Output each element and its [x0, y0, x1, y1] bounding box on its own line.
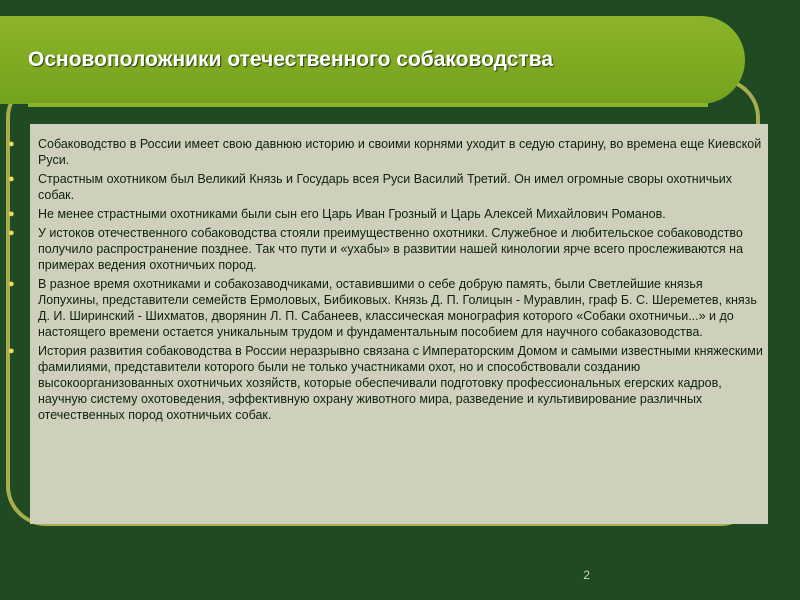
- bullet-dot-icon: ●: [8, 345, 15, 357]
- slide-title: Основоположники отечественного собаководства: [28, 48, 553, 71]
- bullet-item: [6, 225, 764, 273]
- bullet-dot-icon: ●: [8, 208, 15, 220]
- bullet-text: История развития собаководства в России неразрывно связана с Императорским Домом и самыми известными княжескими фамилиями, представители которого были не только участниками охот, но и способствовали созданию высокоорганизованных охотничьих хозяйств, которые обеспечивали подготовку профессиональных егерских кадров, научную систему охотоведения, эффективную охрану животного мира, разведение и культивирование различных отечественных пород охотничьих собак.: [38, 344, 763, 422]
- bullet-text: Страстным охотником был Великий Князь и Государь всея Руси Василий Третий. Он имел огромные своры охотничьих собак.: [38, 172, 732, 202]
- bullet-list: [6, 136, 764, 426]
- bullet-dot-icon: ●: [8, 173, 15, 185]
- bullet-dot-icon: ●: [8, 138, 15, 150]
- bullet-dot-icon: ●: [8, 278, 15, 290]
- bullet-item: [6, 171, 764, 203]
- page-number: 2: [583, 568, 590, 582]
- title-underline: [28, 103, 708, 107]
- bullet-text: Собаководство в России имеет свою давнюю историю и своими корнями уходит в седую старину, во времена еще Киевской Руси.: [38, 137, 762, 167]
- bullet-item: [6, 276, 764, 340]
- bullet-text: Не менее страстными охотниками были сын его Царь Иван Грозный и Царь Алексей Михайлович Романов.: [38, 207, 666, 221]
- bullet-item: [6, 343, 764, 423]
- bullet-item: [6, 206, 764, 222]
- bullet-item: [6, 136, 764, 168]
- bullet-dot-icon: ●: [8, 227, 15, 239]
- bullet-text: У истоков отечественного собаководства стояли преимущественно охотники. Служебное и любительское собаководство получило распространение позднее. Так что пути и «ухабы» в развитии нашей кинологии ярче всего прослеживаются на примерах ведения охотничьих пород.: [38, 226, 744, 272]
- bullet-text: В разное время охотниками и собакозаводчиками, оставившими о себе добрую память, были Светлейшие князья Лопухины, представители семейств Ермоловых, Бибиковых. Князь Д. П. Голицын - Муравлин, граф Б. С. Шереметев, князь Д. И. Ширинский - Шихматов, дворянин Л. П. Сабанеев, классическая монография которого «Собаки охотничьи...» и до настоящего времени остается уникальным трудом и фундаментальным пособием для научного собаказоводства.: [38, 277, 757, 339]
